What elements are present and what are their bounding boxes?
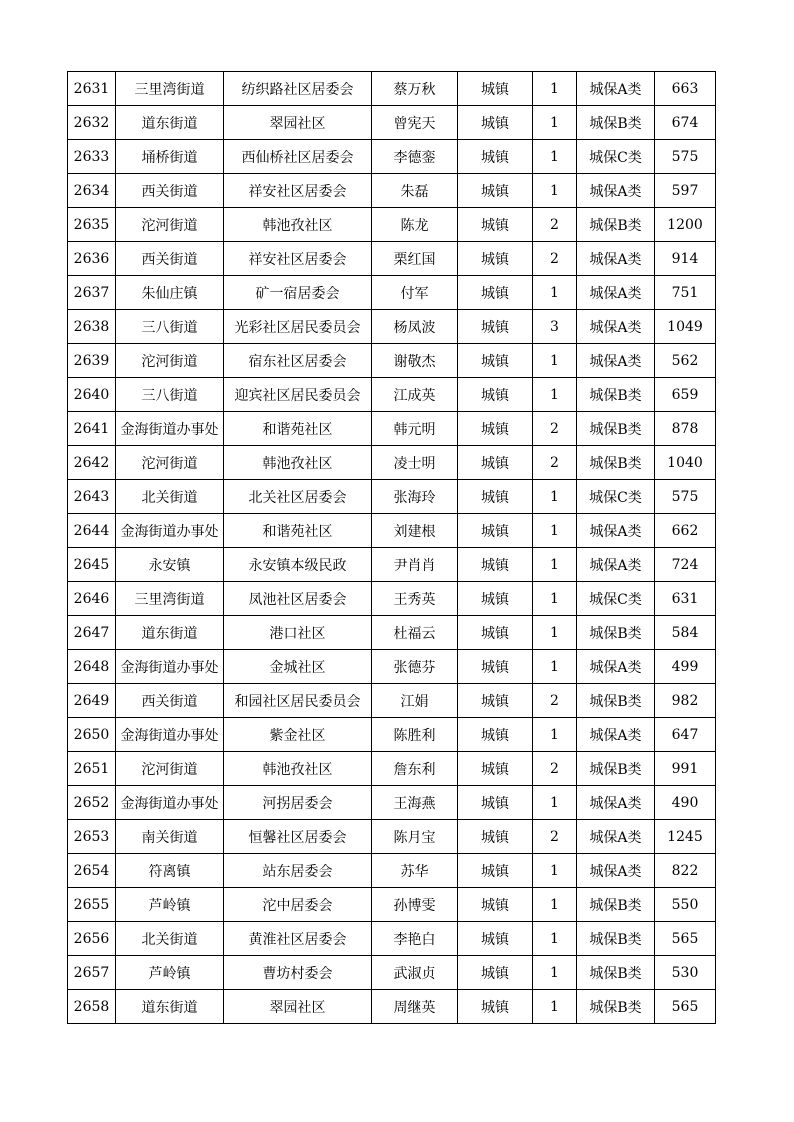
- table-row: [68, 378, 716, 412]
- name-cell: 李德銮: [372, 140, 458, 174]
- area-cell: 城镇: [458, 582, 533, 616]
- category-cell: 城保A类: [577, 72, 655, 106]
- street-cell: 北关街道: [116, 480, 224, 514]
- street-cell: 金海街道办事处: [116, 718, 224, 752]
- name-cell: 朱磊: [372, 174, 458, 208]
- category-cell: 城保B类: [577, 446, 655, 480]
- name-cell: 孙博雯: [372, 888, 458, 922]
- household-count-cell: 1: [533, 786, 577, 820]
- row-number-cell: 2634: [68, 174, 116, 208]
- street-cell: 三八街道: [116, 378, 224, 412]
- table-row: [68, 616, 716, 650]
- community-cell: 河拐居委会: [224, 786, 372, 820]
- area-cell: 城镇: [458, 548, 533, 582]
- community-cell: 翠园社区: [224, 106, 372, 140]
- street-cell: 西关街道: [116, 242, 224, 276]
- street-cell: 西关街道: [116, 174, 224, 208]
- community-cell: 港口社区: [224, 616, 372, 650]
- amount-cell: 1049: [655, 310, 716, 344]
- category-cell: 城保A类: [577, 514, 655, 548]
- household-count-cell: 1: [533, 922, 577, 956]
- name-cell: 李艳白: [372, 922, 458, 956]
- amount-cell: 562: [655, 344, 716, 378]
- table-row: [68, 242, 716, 276]
- amount-cell: 575: [655, 140, 716, 174]
- area-cell: 城镇: [458, 888, 533, 922]
- row-number-cell: 2653: [68, 820, 116, 854]
- community-cell: 和园社区居民委员会: [224, 684, 372, 718]
- amount-cell: 1200: [655, 208, 716, 242]
- household-count-cell: 1: [533, 888, 577, 922]
- community-cell: 韩池孜社区: [224, 752, 372, 786]
- area-cell: 城镇: [458, 854, 533, 888]
- category-cell: 城保B类: [577, 922, 655, 956]
- household-count-cell: 1: [533, 548, 577, 582]
- street-cell: 三八街道: [116, 310, 224, 344]
- amount-cell: 584: [655, 616, 716, 650]
- category-cell: 城保B类: [577, 412, 655, 446]
- area-cell: 城镇: [458, 106, 533, 140]
- category-cell: 城保B类: [577, 106, 655, 140]
- household-count-cell: 2: [533, 412, 577, 446]
- amount-cell: 878: [655, 412, 716, 446]
- row-number-cell: 2637: [68, 276, 116, 310]
- table-row: [68, 718, 716, 752]
- area-cell: 城镇: [458, 718, 533, 752]
- name-cell: 陈胜利: [372, 718, 458, 752]
- name-cell: 刘建根: [372, 514, 458, 548]
- table-row: [68, 174, 716, 208]
- name-cell: 付军: [372, 276, 458, 310]
- household-count-cell: 1: [533, 956, 577, 990]
- community-cell: 翠园社区: [224, 990, 372, 1024]
- community-cell: 金城社区: [224, 650, 372, 684]
- table-row: [68, 888, 716, 922]
- amount-cell: 991: [655, 752, 716, 786]
- row-number-cell: 2644: [68, 514, 116, 548]
- row-number-cell: 2636: [68, 242, 116, 276]
- household-count-cell: 3: [533, 310, 577, 344]
- amount-cell: 597: [655, 174, 716, 208]
- area-cell: 城镇: [458, 72, 533, 106]
- area-cell: 城镇: [458, 446, 533, 480]
- area-cell: 城镇: [458, 412, 533, 446]
- community-cell: 西仙桥社区居委会: [224, 140, 372, 174]
- household-count-cell: 1: [533, 174, 577, 208]
- amount-cell: 565: [655, 922, 716, 956]
- amount-cell: 663: [655, 72, 716, 106]
- roster-body: [68, 72, 716, 1024]
- category-cell: 城保A类: [577, 786, 655, 820]
- table-row: [68, 854, 716, 888]
- area-cell: 城镇: [458, 820, 533, 854]
- amount-cell: 724: [655, 548, 716, 582]
- area-cell: 城镇: [458, 616, 533, 650]
- name-cell: 王秀英: [372, 582, 458, 616]
- street-cell: 道东街道: [116, 106, 224, 140]
- community-cell: 祥安社区居委会: [224, 174, 372, 208]
- amount-cell: 914: [655, 242, 716, 276]
- household-count-cell: 2: [533, 752, 577, 786]
- community-cell: 纺织路社区居委会: [224, 72, 372, 106]
- street-cell: 沱河街道: [116, 446, 224, 480]
- table-row: [68, 276, 716, 310]
- row-number-cell: 2632: [68, 106, 116, 140]
- name-cell: 张海玲: [372, 480, 458, 514]
- area-cell: 城镇: [458, 208, 533, 242]
- community-cell: 迎宾社区居民委员会: [224, 378, 372, 412]
- row-number-cell: 2657: [68, 956, 116, 990]
- table-row: [68, 820, 716, 854]
- household-count-cell: 1: [533, 650, 577, 684]
- household-count-cell: 1: [533, 344, 577, 378]
- amount-cell: 982: [655, 684, 716, 718]
- category-cell: 城保B类: [577, 616, 655, 650]
- household-count-cell: 1: [533, 72, 577, 106]
- amount-cell: 565: [655, 990, 716, 1024]
- table-row: [68, 548, 716, 582]
- area-cell: 城镇: [458, 514, 533, 548]
- name-cell: 陈月宝: [372, 820, 458, 854]
- street-cell: 南关街道: [116, 820, 224, 854]
- street-cell: 金海街道办事处: [116, 786, 224, 820]
- name-cell: 武淑贞: [372, 956, 458, 990]
- community-cell: 韩池孜社区: [224, 446, 372, 480]
- household-count-cell: 1: [533, 140, 577, 174]
- row-number-cell: 2656: [68, 922, 116, 956]
- category-cell: 城保A类: [577, 820, 655, 854]
- community-cell: 矿一宿居委会: [224, 276, 372, 310]
- row-number-cell: 2648: [68, 650, 116, 684]
- street-cell: 西关街道: [116, 684, 224, 718]
- name-cell: 周继英: [372, 990, 458, 1024]
- category-cell: 城保B类: [577, 956, 655, 990]
- row-number-cell: 2643: [68, 480, 116, 514]
- table-row: [68, 446, 716, 480]
- row-number-cell: 2639: [68, 344, 116, 378]
- table-row: [68, 582, 716, 616]
- area-cell: 城镇: [458, 276, 533, 310]
- street-cell: 芦岭镇: [116, 888, 224, 922]
- household-count-cell: 1: [533, 854, 577, 888]
- street-cell: 三里湾街道: [116, 72, 224, 106]
- row-number-cell: 2638: [68, 310, 116, 344]
- street-cell: 朱仙庄镇: [116, 276, 224, 310]
- row-number-cell: 2640: [68, 378, 116, 412]
- street-cell: 北关街道: [116, 922, 224, 956]
- street-cell: 永安镇: [116, 548, 224, 582]
- name-cell: 韩元明: [372, 412, 458, 446]
- row-number-cell: 2647: [68, 616, 116, 650]
- area-cell: 城镇: [458, 684, 533, 718]
- area-cell: 城镇: [458, 956, 533, 990]
- community-cell: 沱中居委会: [224, 888, 372, 922]
- row-number-cell: 2652: [68, 786, 116, 820]
- street-cell: 芦岭镇: [116, 956, 224, 990]
- category-cell: 城保B类: [577, 378, 655, 412]
- table-row: [68, 684, 716, 718]
- community-cell: 和谐苑社区: [224, 514, 372, 548]
- community-cell: 光彩社区居民委员会: [224, 310, 372, 344]
- category-cell: 城保C类: [577, 140, 655, 174]
- street-cell: 沱河街道: [116, 752, 224, 786]
- community-cell: 恒馨社区居委会: [224, 820, 372, 854]
- roster-table: [67, 71, 716, 1024]
- row-number-cell: 2646: [68, 582, 116, 616]
- area-cell: 城镇: [458, 140, 533, 174]
- street-cell: 金海街道办事处: [116, 650, 224, 684]
- category-cell: 城保B类: [577, 888, 655, 922]
- amount-cell: 550: [655, 888, 716, 922]
- row-number-cell: 2641: [68, 412, 116, 446]
- category-cell: 城保A类: [577, 548, 655, 582]
- household-count-cell: 1: [533, 718, 577, 752]
- area-cell: 城镇: [458, 480, 533, 514]
- row-number-cell: 2654: [68, 854, 116, 888]
- community-cell: 和谐苑社区: [224, 412, 372, 446]
- household-count-cell: 1: [533, 582, 577, 616]
- area-cell: 城镇: [458, 242, 533, 276]
- community-cell: 宿东社区居委会: [224, 344, 372, 378]
- row-number-cell: 2642: [68, 446, 116, 480]
- category-cell: 城保C类: [577, 480, 655, 514]
- category-cell: 城保A类: [577, 344, 655, 378]
- amount-cell: 822: [655, 854, 716, 888]
- area-cell: 城镇: [458, 922, 533, 956]
- amount-cell: 647: [655, 718, 716, 752]
- amount-cell: 674: [655, 106, 716, 140]
- amount-cell: 530: [655, 956, 716, 990]
- row-number-cell: 2650: [68, 718, 116, 752]
- row-number-cell: 2645: [68, 548, 116, 582]
- household-count-cell: 1: [533, 378, 577, 412]
- name-cell: 蔡万秋: [372, 72, 458, 106]
- amount-cell: 575: [655, 480, 716, 514]
- name-cell: 张德芬: [372, 650, 458, 684]
- table-row: [68, 412, 716, 446]
- table-row: [68, 922, 716, 956]
- community-cell: 曹坊村委会: [224, 956, 372, 990]
- category-cell: 城保A类: [577, 854, 655, 888]
- community-cell: 永安镇本级民政: [224, 548, 372, 582]
- street-cell: 道东街道: [116, 990, 224, 1024]
- category-cell: 城保A类: [577, 718, 655, 752]
- table-row: [68, 650, 716, 684]
- area-cell: 城镇: [458, 650, 533, 684]
- amount-cell: 499: [655, 650, 716, 684]
- category-cell: 城保B类: [577, 684, 655, 718]
- table-row: [68, 310, 716, 344]
- category-cell: 城保C类: [577, 582, 655, 616]
- table-row: [68, 786, 716, 820]
- community-cell: 紫金社区: [224, 718, 372, 752]
- category-cell: 城保B类: [577, 208, 655, 242]
- row-number-cell: 2658: [68, 990, 116, 1024]
- household-count-cell: 1: [533, 990, 577, 1024]
- household-count-cell: 1: [533, 514, 577, 548]
- household-count-cell: 2: [533, 684, 577, 718]
- area-cell: 城镇: [458, 990, 533, 1024]
- area-cell: 城镇: [458, 174, 533, 208]
- category-cell: 城保A类: [577, 276, 655, 310]
- amount-cell: 1040: [655, 446, 716, 480]
- row-number-cell: 2649: [68, 684, 116, 718]
- name-cell: 曾宪天: [372, 106, 458, 140]
- community-cell: 黄淮社区居委会: [224, 922, 372, 956]
- street-cell: 沱河街道: [116, 208, 224, 242]
- amount-cell: 1245: [655, 820, 716, 854]
- table-row: [68, 208, 716, 242]
- household-count-cell: 1: [533, 616, 577, 650]
- name-cell: 江娟: [372, 684, 458, 718]
- name-cell: 杨凤波: [372, 310, 458, 344]
- category-cell: 城保A类: [577, 650, 655, 684]
- name-cell: 詹东利: [372, 752, 458, 786]
- street-cell: 金海街道办事处: [116, 412, 224, 446]
- street-cell: 符离镇: [116, 854, 224, 888]
- name-cell: 江成英: [372, 378, 458, 412]
- community-cell: 韩池孜社区: [224, 208, 372, 242]
- table-row: [68, 752, 716, 786]
- table-row: [68, 990, 716, 1024]
- category-cell: 城保A类: [577, 174, 655, 208]
- row-number-cell: 2651: [68, 752, 116, 786]
- table-row: [68, 956, 716, 990]
- table-row: [68, 72, 716, 106]
- community-cell: 站东居委会: [224, 854, 372, 888]
- amount-cell: 631: [655, 582, 716, 616]
- category-cell: 城保A类: [577, 242, 655, 276]
- category-cell: 城保B类: [577, 990, 655, 1024]
- street-cell: 埇桥街道: [116, 140, 224, 174]
- name-cell: 王海燕: [372, 786, 458, 820]
- household-count-cell: 2: [533, 820, 577, 854]
- community-cell: 北关社区居委会: [224, 480, 372, 514]
- household-count-cell: 2: [533, 446, 577, 480]
- amount-cell: 662: [655, 514, 716, 548]
- table-row: [68, 480, 716, 514]
- street-cell: 三里湾街道: [116, 582, 224, 616]
- category-cell: 城保A类: [577, 310, 655, 344]
- table-row: [68, 344, 716, 378]
- table-row: [68, 140, 716, 174]
- street-cell: 金海街道办事处: [116, 514, 224, 548]
- community-cell: 祥安社区居委会: [224, 242, 372, 276]
- household-count-cell: 1: [533, 480, 577, 514]
- area-cell: 城镇: [458, 344, 533, 378]
- street-cell: 沱河街道: [116, 344, 224, 378]
- household-count-cell: 1: [533, 276, 577, 310]
- household-count-cell: 1: [533, 106, 577, 140]
- area-cell: 城镇: [458, 752, 533, 786]
- name-cell: 杜福云: [372, 616, 458, 650]
- household-count-cell: 2: [533, 242, 577, 276]
- category-cell: 城保B类: [577, 752, 655, 786]
- amount-cell: 659: [655, 378, 716, 412]
- name-cell: 陈龙: [372, 208, 458, 242]
- name-cell: 苏华: [372, 854, 458, 888]
- row-number-cell: 2631: [68, 72, 116, 106]
- table-row: [68, 514, 716, 548]
- name-cell: 凌士明: [372, 446, 458, 480]
- row-number-cell: 2635: [68, 208, 116, 242]
- area-cell: 城镇: [458, 786, 533, 820]
- street-cell: 道东街道: [116, 616, 224, 650]
- area-cell: 城镇: [458, 378, 533, 412]
- name-cell: 尹肖肖: [372, 548, 458, 582]
- amount-cell: 751: [655, 276, 716, 310]
- row-number-cell: 2633: [68, 140, 116, 174]
- household-count-cell: 2: [533, 208, 577, 242]
- area-cell: 城镇: [458, 310, 533, 344]
- name-cell: 谢敬杰: [372, 344, 458, 378]
- table-row: [68, 106, 716, 140]
- name-cell: 栗红国: [372, 242, 458, 276]
- community-cell: 凤池社区居委会: [224, 582, 372, 616]
- amount-cell: 490: [655, 786, 716, 820]
- row-number-cell: 2655: [68, 888, 116, 922]
